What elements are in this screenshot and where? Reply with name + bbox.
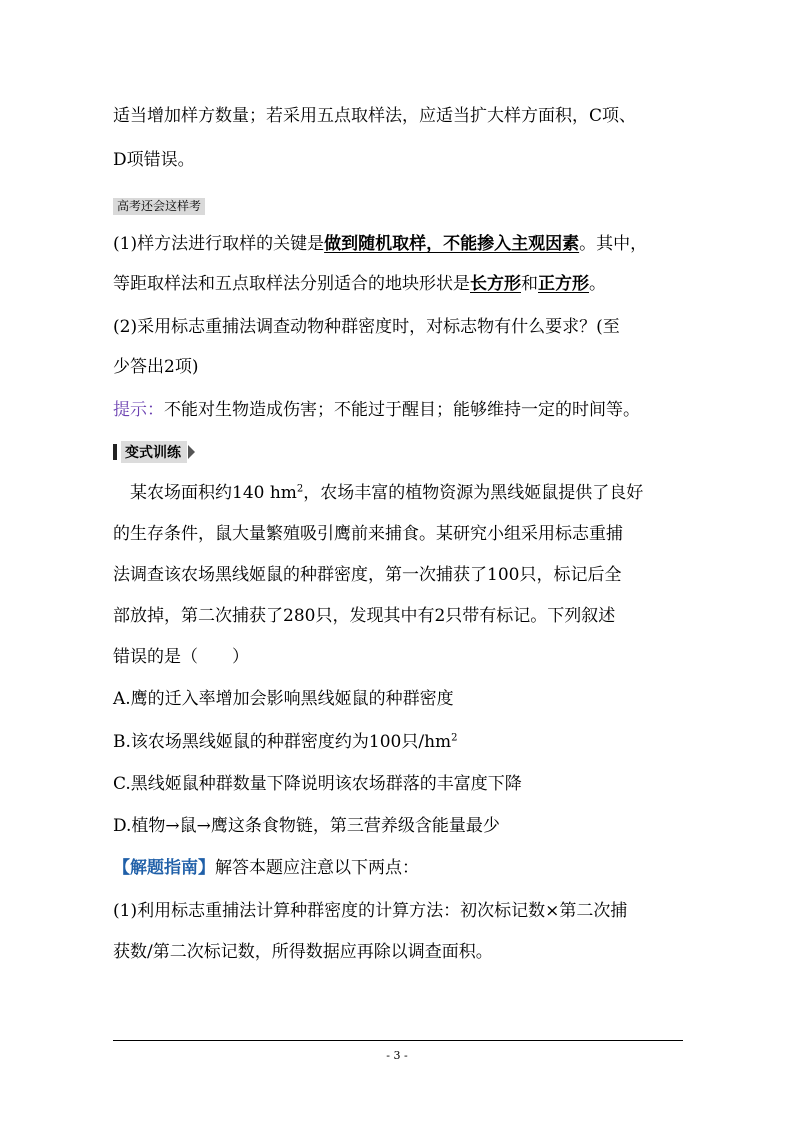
question-1-line: [113, 272, 606, 296]
q1-text: 等距取样法和五点取样法分别适合的地块形状是: [113, 274, 470, 294]
option-d: D.植物→鼠→鹰这条食物链，第三营养级含能量最少: [113, 816, 500, 836]
q1-answer: 长方形: [470, 274, 521, 294]
q1-answer: 做到随机取样，不能掺入主观因素: [324, 234, 580, 254]
q1-text: 。: [589, 274, 606, 294]
q1-text: 。其中，: [579, 234, 648, 254]
problem-line: 部放掉，第二次捕获了280只，发现其中有2只带有标记。下列叙述: [113, 606, 616, 626]
exercise-tag-label: 变式训练: [121, 441, 187, 463]
paragraph-line: 适当增加样方数量；若采用五点取样法，应适当扩大样方面积，C项、: [113, 106, 637, 126]
q1-text: (1)样方法进行取样的关键是: [113, 234, 325, 254]
problem-text: 某农场面积约140 hm: [130, 483, 297, 503]
problem-text: ，农场丰富的植物资源为黑线姬鼠提供了良好: [303, 483, 644, 503]
guide-line: (1)利用标志重捕法计算种群密度的计算方法：初次标记数×第二次捕: [113, 901, 628, 921]
superscript: 2: [296, 483, 304, 495]
question-1-line: [113, 232, 647, 256]
guide-line: [113, 856, 419, 880]
superscript: 2: [451, 732, 458, 744]
triangle-arrow-icon: [188, 445, 195, 459]
option-c: C.黑线姬鼠种群数量下降说明该农场群落的丰富度下降: [113, 774, 522, 794]
problem-line: 的生存条件，鼠大量繁殖吸引鹰前来捕食。某研究小组采用标志重捕: [113, 524, 623, 544]
problem-line: 法调查该农场黑线姬鼠的种群密度，第一次捕获了100只，标记后全: [113, 565, 622, 585]
option-a: A.鹰的迁入率增加会影响黑线姬鼠的种群密度: [113, 689, 454, 709]
hint-line: [113, 398, 640, 422]
option-b: [113, 730, 458, 754]
problem-line: [130, 481, 643, 505]
guide-text: 解答本题应注意以下两点：: [215, 858, 419, 878]
hint-text: 不能对生物造成伤害；不能过于醒目；能够维持一定的时间等。: [164, 400, 640, 420]
q1-answer: 正方形: [538, 274, 589, 294]
q1-text: 和: [521, 274, 538, 294]
question-2-line: 少答出2项): [113, 357, 199, 377]
exam-tag: 高考还会这样考: [113, 198, 205, 215]
footer-divider: [113, 1040, 683, 1041]
problem-line: 错误的是（ ）: [113, 647, 249, 667]
guide-line: 获数/第二次标记数，所得数据应再除以调查面积。: [113, 942, 493, 962]
page-number: - 3 -: [386, 1049, 408, 1062]
guide-label: 【解题指南】: [113, 858, 215, 878]
tag-bar-icon: [113, 444, 117, 460]
option-b-text: B.该农场黑线姬鼠的种群密度约为100只/hm: [113, 732, 452, 752]
hint-label: 提示：: [113, 400, 164, 420]
exercise-tag: [113, 441, 195, 463]
question-2-line: (2)采用标志重捕法调查动物种群密度时，对标志物有什么要求？(至: [113, 317, 620, 337]
paragraph-line: D项错误。: [113, 150, 195, 170]
